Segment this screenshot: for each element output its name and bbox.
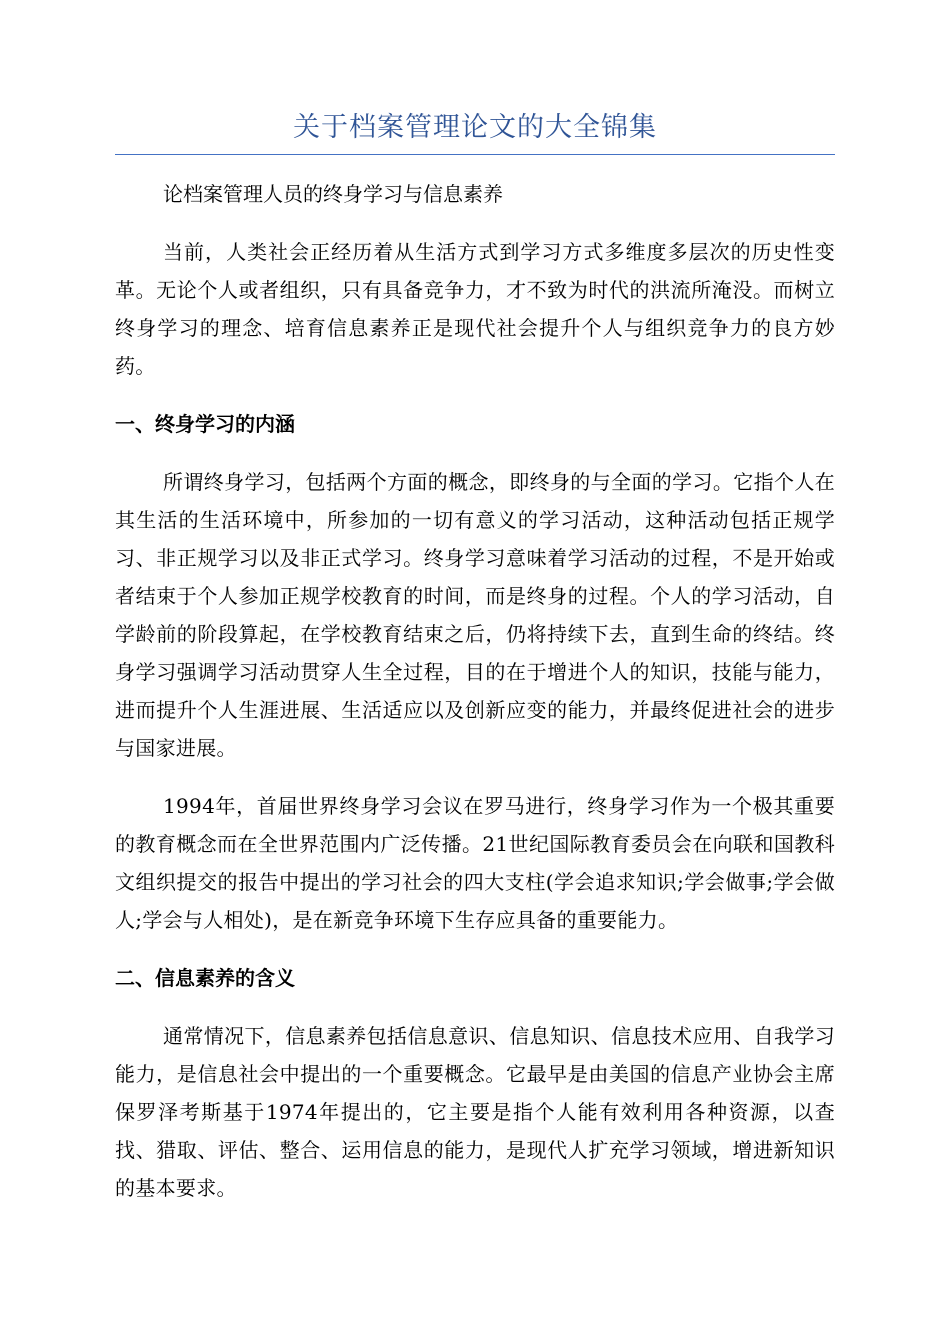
intro-paragraph: 当前，人类社会正经历着从生活方式到学习方式多维度多层次的历史性变革。无论个人或者组织，只有具备竞争力，才不致为时代的洪流所淹没。而树立终身学习的理念、培育信息素养正是现代社会提升个人与组织竞争力的良方妙药。 <box>115 240 835 378</box>
title-underline <box>115 154 835 155</box>
title-block <box>115 108 835 148</box>
section-heading-1: 一、终身学习的内涵 <box>115 412 295 436</box>
document-subtitle: 论档案管理人员的终身学习与信息素养 <box>163 182 503 206</box>
body-paragraph: 1994年，首届世界终身学习会议在罗马进行，终身学习作为一个极其重要的教育概念而在全世界范围内广泛传播。21世纪国际教育委员会在向联和国教科文组织提交的报告中提出的学习社会的四大支柱(学会追求知识;学会做事;学会做人;学会与人相处)，是在新竞争环境下生存应具备的重要能力。 <box>115 794 835 932</box>
body-paragraph: 所谓终身学习，包括两个方面的概念，即终身的与全面的学习。它指个人在其生活的生活环境中，所参加的一切有意义的学习活动，这种活动包括正规学习、非正规学习以及非正式学习。终身学习意味着学习活动的过程，不是开始或者结束于个人参加正规学校教育的时间，而是终身的过程。个人的学习活动，自学龄前的阶段算起，在学校教育结束之后，仍将持续下去，直到生命的终结。终身学习强调学习活动贯穿人生全过程，目的在于增进个人的知识，技能与能力，进而提升个人生涯进展、生活适应以及创新应变的能力，并最终促进社会的进步与国家进展。 <box>115 470 835 760</box>
document-body <box>115 175 835 1207</box>
document-title: 关于档案管理论文的大全锦集 <box>293 112 657 143</box>
body-paragraph: 通常情况下，信息素养包括信息意识、信息知识、信息技术应用、自我学习能力，是信息社会中提出的一个重要概念。它最早是由美国的信息产业协会主席保罗泽考斯基于1974年提出的，它主要是指个人能有效利用各种资源，以查找、猎取、评估、整合、运用信息的能力，是现代人扩充学习领域，增进新知识的基本要求。 <box>115 1024 835 1200</box>
section-heading-2: 二、信息素养的含义 <box>115 966 295 990</box>
